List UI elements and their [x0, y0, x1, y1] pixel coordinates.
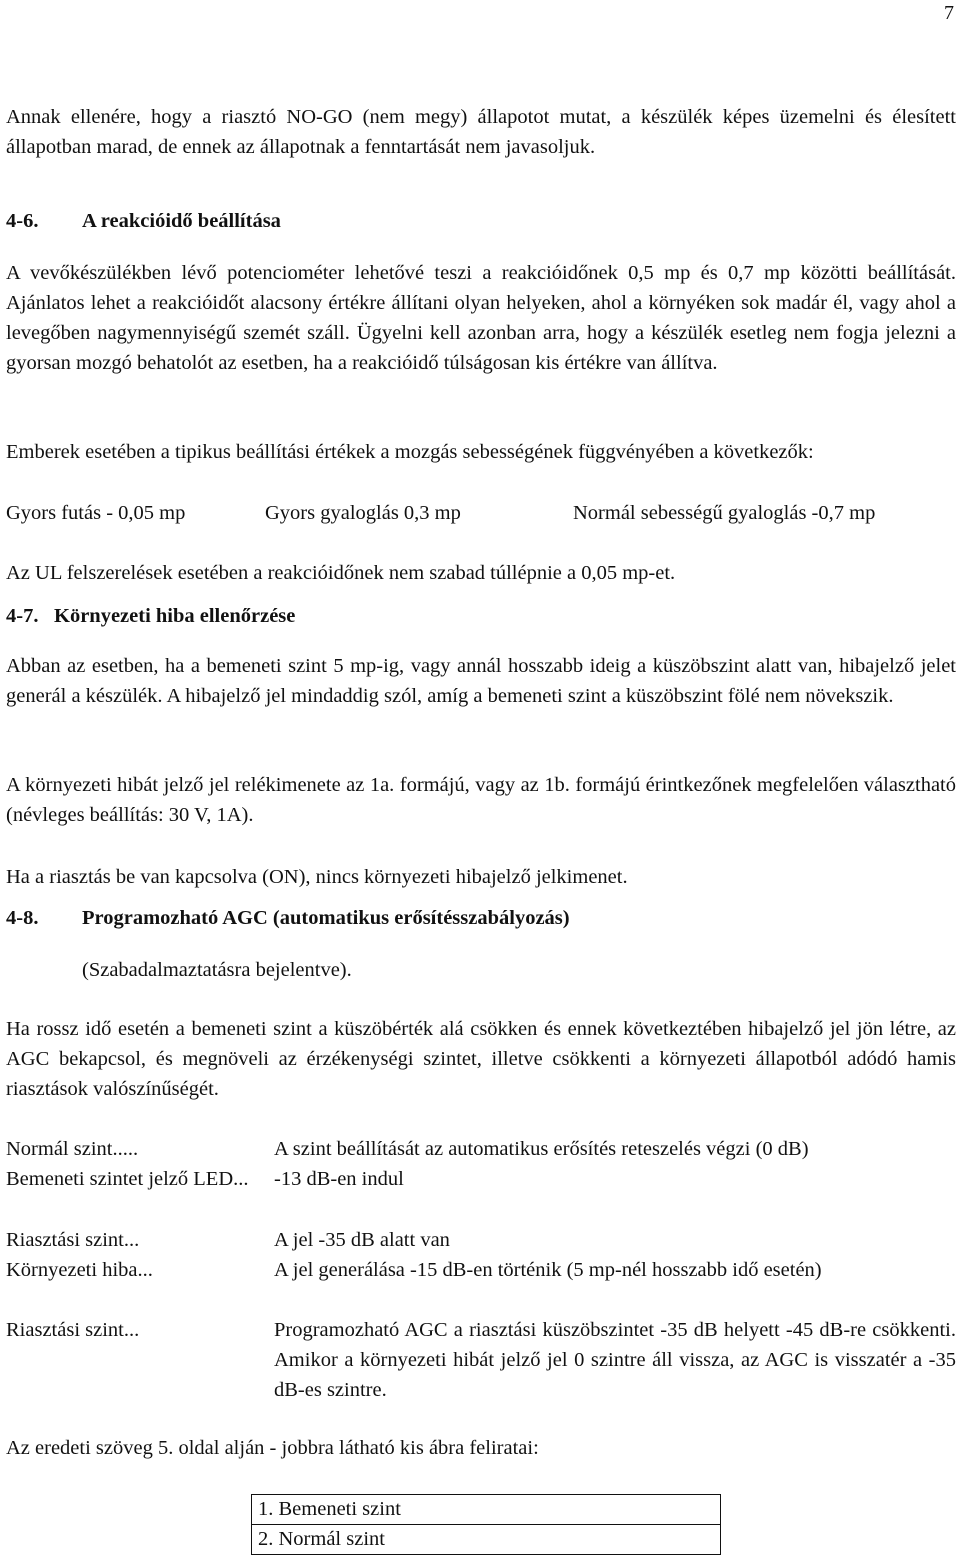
agc-level-description: Programozható AGC a riasztási küszöbszintet -35 dB helyett -45 dB-re csökkenti. Amikor a környezeti hibát jelző jel 0 szintre áll vissza, az AGC is visszatér a -35 dB-es szintre. [274, 1319, 956, 1401]
section-number: 4-8. [6, 907, 39, 929]
figure-caption-intro: Az eredeti szöveg 5. oldal alján - jobbra látható kis ábra feliratai: [6, 1437, 539, 1459]
section-heading-4-6 [6, 206, 281, 236]
section-title: A reakcióidő beállítása [82, 210, 281, 232]
section-4-7-paragraph-2: A környezeti hibát jelző jel relékimenete az 1a. formájú, vagy az 1b. formájú érintkezőnek megfelelően választható (névleges beállítás: 30 V, 1A). [6, 774, 956, 826]
agc-level-term: Riasztási szint... [6, 1229, 140, 1251]
section-4-7-paragraph-1: Abban az esetben, ha a bemeneti szint 5 mp-ig, vagy annál hosszabb ideig a küszöbszint alatt van, hibajelző jelet generál a készülék. A hibajelző jel mindaddig szól, amíg a bemeneti szint a küszöbszint fölé nem növekszik. [6, 655, 956, 707]
section-title: Környezeti hiba ellenőrzése [54, 605, 296, 627]
section-title-bold: automatikus erősítésszabályozás [279, 907, 563, 929]
agc-level-term: Normál szint..... [6, 1138, 139, 1160]
agc-level-description: A jel generálása -15 dB-en történik (5 mp-nél hosszabb idő esetén) [274, 1259, 822, 1281]
patent-note: (Szabadalmaztatásra bejelentve). [82, 959, 352, 981]
speed-value-fast-run: Gyors futás - 0,05 mp [6, 502, 186, 524]
agc-level-term: Bemeneti szintet jelző LED... [6, 1168, 249, 1190]
agc-level-description: A szint beállítását az automatikus erősítés reteszelés végzi (0 dB) [274, 1138, 809, 1160]
page-number: 7 [944, 2, 954, 24]
figure-label: 1. Bemeneti szint [258, 1498, 401, 1520]
section-title-end: ) [562, 907, 570, 929]
agc-level-term: Riasztási szint... [6, 1319, 140, 1341]
section-4-6-paragraph-2: Emberek esetében a tipikus beállítási értékek a mozgás sebességének függvényében a következők: [6, 441, 814, 463]
section-4-6-paragraph-3: Az UL felszerelések esetében a reakcióidőnek nem szabad túllépnie a 0,05 mp-et. [6, 562, 676, 584]
figure-label: 2. Normál szint [252, 1524, 720, 1554]
speed-value-fast-walk: Gyors gyaloglás 0,3 mp [265, 502, 461, 524]
agc-level-term: Környezeti hiba... [6, 1259, 153, 1281]
section-number: 4-7. [6, 605, 39, 627]
speed-value-normal-walk: Normál sebességű gyaloglás -0,7 mp [573, 502, 876, 524]
intro-paragraph: Annak ellenére, hogy a riasztó NO-GO (nem megy) állapotot mutat, a készülék képes üzemelni és élesített állapotban marad, de ennek az állapotnak a fenntartását nem javasoljuk. [6, 106, 956, 158]
agc-level-description: -13 dB-en indul [274, 1168, 404, 1190]
section-heading-4-8 [6, 903, 570, 933]
section-heading-4-7 [6, 601, 295, 631]
agc-level-description: A jel -35 dB alatt van [274, 1229, 450, 1251]
section-4-7-paragraph-3: Ha a riasztás be van kapcsolva (ON), nincs környezeti hibajelző jelkimenet. [6, 866, 628, 888]
section-number: 4-6. [6, 210, 39, 232]
figure-labels-table [251, 1494, 721, 1555]
section-4-6-paragraph-1: A vevőkészülékben lévő potenciométer lehetővé teszi a reakcióidőnek 0,5 mp és 0,7 mp közötti beállítását. Ajánlatos lehet a reakcióidőt alacsony értékre állítani olyan helyeken, ahol a környéken sok madár él, vagy ahol a levegőben nagymennyiségű szemét száll. Ügyelni kell azonban arra, hogy a készülék esetleg nem fogja jelezni a gyorsan mozgó behatolót az esetben, ha a reakcióidő túlságosan kis értékre van állítva. [6, 262, 956, 374]
section-title-normal: Programozható AGC ( [82, 907, 280, 929]
section-4-8-paragraph-1: Ha rossz idő esetén a bemeneti szint a küszöbérték alá csökken és ennek következtében hibajelző jel jön létre, az AGC bekapcsol, és megnöveli az érzékenységi szintet, illetve csökkenti a környezeti állapotból adódó hamis riasztások valószínűségét. [6, 1018, 956, 1100]
